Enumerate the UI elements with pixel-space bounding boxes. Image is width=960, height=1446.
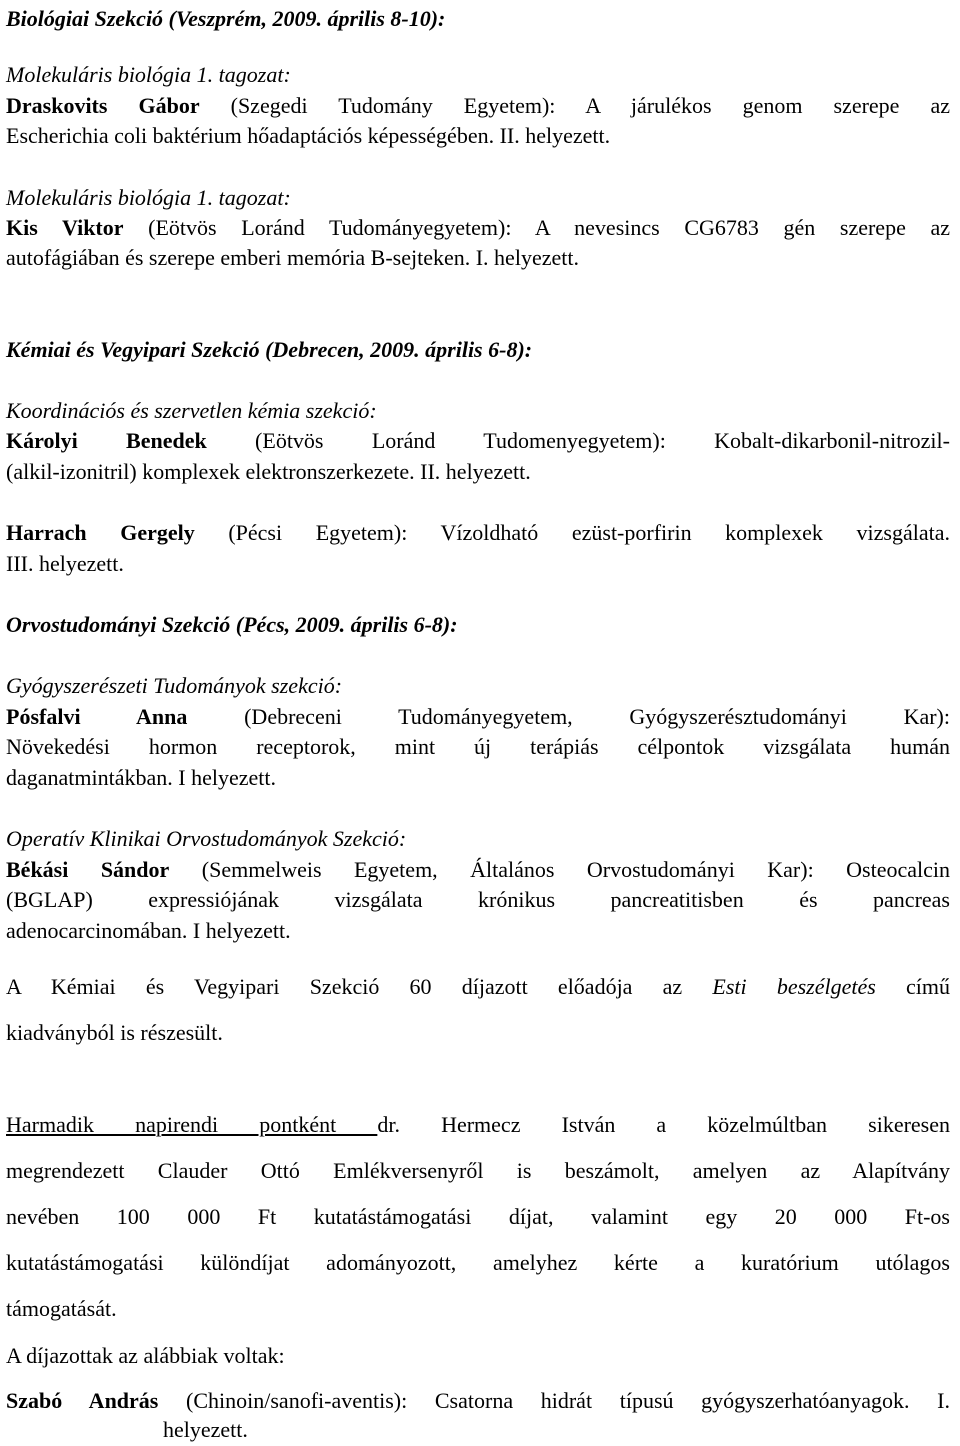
- agenda-line2: megrendezett Clauder Ottó Emlékversenyről is beszámolt, amelyen az Alapítvány: [6, 1158, 950, 1183]
- med-entry2-category: Operatív Klinikai Orvostudományok Szekció:: [6, 826, 407, 851]
- chem-entry1-line1: [6, 426, 950, 456]
- note-line1-pre: A Kémiai és Vegyipari Szekció 60 díjazott előadója az: [6, 974, 713, 999]
- bio-entry2-line2: autofágiában és szerepe emberi memória B-sejteken. I. helyezett.: [6, 245, 579, 270]
- bio-entry2-name: Kis Viktor: [6, 215, 124, 240]
- med-entry1-line1: [6, 702, 950, 732]
- med-entry1-line3: daganatmintákban. I helyezett.: [6, 765, 276, 790]
- med-entry1-name: Pósfalvi Anna: [6, 704, 188, 729]
- note-line1-post: című: [875, 974, 950, 999]
- winner-line1-rest: (Chinoin/sanofi-aventis): Csatorna hidrát típusú gyógyszerhatóanyagok. I.: [158, 1388, 950, 1413]
- med-entry2-line3: adenocarcinomában. I helyezett.: [6, 918, 291, 943]
- chem-entry2-line1: [6, 518, 950, 548]
- med-entry2-line1-rest: (Semmelweis Egyetem, Általános Orvostudományi Kar): Osteocalcin: [169, 857, 950, 882]
- med-section-title: Orvostudományi Szekció (Pécs, 2009. április 6-8):: [6, 612, 458, 637]
- agenda-line6: A díjazottak az alábbiak voltak:: [6, 1343, 285, 1368]
- bio-entry2-line1: [6, 213, 950, 243]
- chem-category: Koordinációs és szervetlen kémia szekció:: [6, 398, 377, 423]
- med-entry2-line1: [6, 855, 950, 885]
- note-publication-title: Esti beszélgetés: [712, 974, 876, 999]
- chem-entry2-name: Harrach Gergely: [6, 520, 195, 545]
- bio-entry2-category: Molekuláris biológia 1. tagozat:: [6, 185, 291, 210]
- agenda-line4: kutatástámogatási különdíjat adományozott, amelyhez kérte a kuratórium utólagos: [6, 1250, 950, 1275]
- chem-entry1-line1-rest: (Eötvös Loránd Tudomenyegyetem): Kobalt-dikarbonil-nitrozil-: [206, 428, 950, 453]
- winner-line1: [6, 1386, 950, 1416]
- med-entry1-category: Gyógyszerészeti Tudományok szekció:: [6, 673, 343, 698]
- bio-entry1-category: Molekuláris biológia 1. tagozat:: [6, 62, 291, 87]
- bio-entry1-line1: [6, 91, 950, 121]
- med-entry2-name: Békási Sándor: [6, 857, 170, 882]
- note-line2: kiadványból is részesült.: [6, 1020, 223, 1045]
- agenda-line1-rest: dr. Hermecz István a közelmúltban sikeresen: [377, 1112, 951, 1137]
- chem-entry1-line2: (alkil-izonitril) komplexek elektronszerkezete. II. helyezett.: [6, 459, 531, 484]
- bio-section-title: Biológiai Szekció (Veszprém, 2009. április 8-10):: [6, 6, 446, 31]
- bio-entry1-name: Draskovits Gábor: [6, 93, 200, 118]
- winner-line2: helyezett.: [163, 1417, 248, 1442]
- agenda-line3: nevében 100 000 Ft kutatástámogatási díjat, valamint egy 20 000 Ft-os: [6, 1204, 950, 1229]
- agenda-line5: támogatását.: [6, 1296, 117, 1321]
- chem-entry1-name: Károlyi Benedek: [6, 428, 207, 453]
- med-entry1-line2: Növekedési hormon receptorok, mint új terápiás célpontok vizsgálata humán: [6, 734, 950, 759]
- agenda-line1: [6, 1110, 950, 1140]
- bio-entry2-line1-rest: (Eötvös Loránd Tudományegyetem): A nevesincs CG6783 gén szerepe az: [123, 215, 950, 240]
- bio-entry1-line2: Escherichia coli baktérium hőadaptációs képességében. II. helyezett.: [6, 123, 611, 148]
- med-entry1-line1-rest: (Debreceni Tudományegyetem, Gyógyszerésztudományi Kar):: [187, 704, 950, 729]
- chem-entry2-line2: III. helyezett.: [6, 551, 124, 576]
- chem-entry2-line1-rest: (Pécsi Egyetem): Vízoldható ezüst-porfirin komplexek vizsgálata.: [194, 520, 950, 545]
- agenda-underlined: Harmadik napirendi pontként: [6, 1112, 378, 1137]
- note-line1: [6, 972, 950, 1002]
- bio-entry1-line1-rest: (Szegedi Tudomány Egyetem): A járulékos genom szerepe az: [199, 93, 950, 118]
- winner-name: Szabó András: [6, 1388, 159, 1413]
- med-entry2-line2: (BGLAP) expressiójának vizsgálata krónikus pancreatitisben és pancreas: [6, 887, 950, 912]
- chem-section-title: Kémiai és Vegyipari Szekció (Debrecen, 2009. április 6-8):: [6, 337, 533, 362]
